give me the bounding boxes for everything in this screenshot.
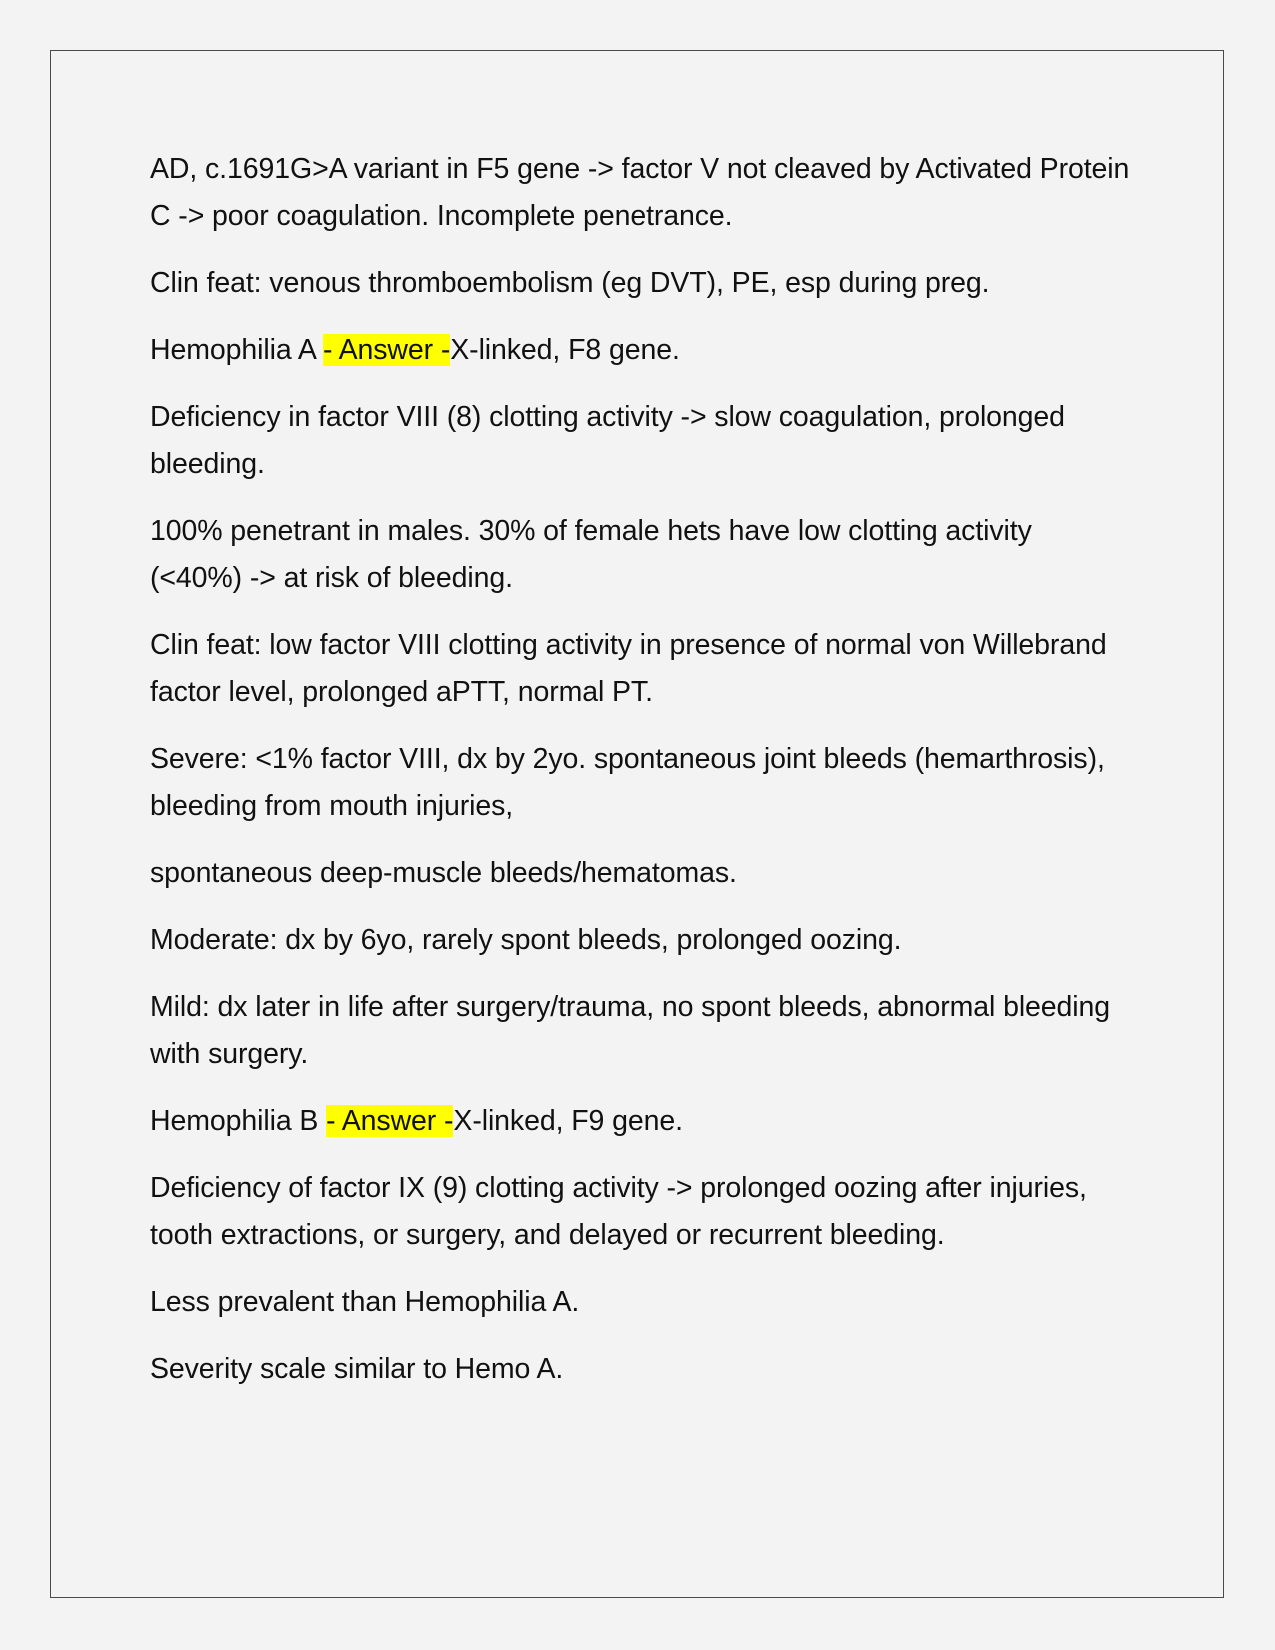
paragraph-factor-ix-deficiency: Deficiency of factor IX (9) clotting activity -> prolonged oozing after injuries, tooth extractions, or surgery, and delayed or recurrent bleeding. xyxy=(150,1172,1087,1251)
answer-text: X-linked, F8 gene. xyxy=(450,334,680,366)
term-hemophilia-b: Hemophilia B xyxy=(150,1105,327,1137)
paragraph-mild: Mild: dx later in life after surgery/trauma, no spont bleeds, abnormal bleeding with surgery. xyxy=(150,991,1111,1070)
paragraph-severity-scale: Severity scale similar to Hemo A. xyxy=(150,1353,564,1385)
paragraph-prevalence: Less prevalent than Hemophilia A. xyxy=(150,1286,580,1318)
term-hemophilia-a: Hemophilia A xyxy=(150,334,323,366)
paragraph-hemophilia-a-heading xyxy=(150,327,1130,374)
answer-highlight: - Answer - xyxy=(326,1105,454,1137)
paragraph-moderate: Moderate: dx by 6yo, rarely spont bleeds, prolonged oozing. xyxy=(150,924,902,956)
paragraph-severe: Severe: <1% factor VIII, dx by 2yo. spontaneous joint bleeds (hemarthrosis), bleeding from mouth injuries, xyxy=(150,743,1105,822)
answer-highlight: - Answer - xyxy=(322,334,451,366)
paragraph-hemophilia-b-heading xyxy=(150,1098,1130,1145)
paragraph-factor-viii-deficiency: Deficiency in factor VIII (8) clotting activity -> slow coagulation, prolonged bleeding. xyxy=(150,401,1065,480)
paragraph-penetrance: 100% penetrant in males. 30% of female hets have low clotting activity (<40%) -> at risk of bleeding. xyxy=(150,515,1032,594)
paragraph-factor-v-variant: AD, c.1691G>A variant in F5 gene -> factor V not cleaved by Activated Protein C -> poor coagulation. Incomplete penetrance. xyxy=(150,153,1130,232)
answer-text: X-linked, F9 gene. xyxy=(453,1105,683,1137)
paragraph-clin-feat-vte: Clin feat: venous thromboembolism (eg DVT), PE, esp during preg. xyxy=(150,267,990,299)
paragraph-severe-continued: spontaneous deep-muscle bleeds/hematomas. xyxy=(150,857,737,889)
document-body xyxy=(150,146,1130,1413)
paragraph-clin-feat-hemo-a: Clin feat: low factor VIII clotting activity in presence of normal von Willebrand factor level, prolonged aPTT, normal PT. xyxy=(150,629,1107,708)
